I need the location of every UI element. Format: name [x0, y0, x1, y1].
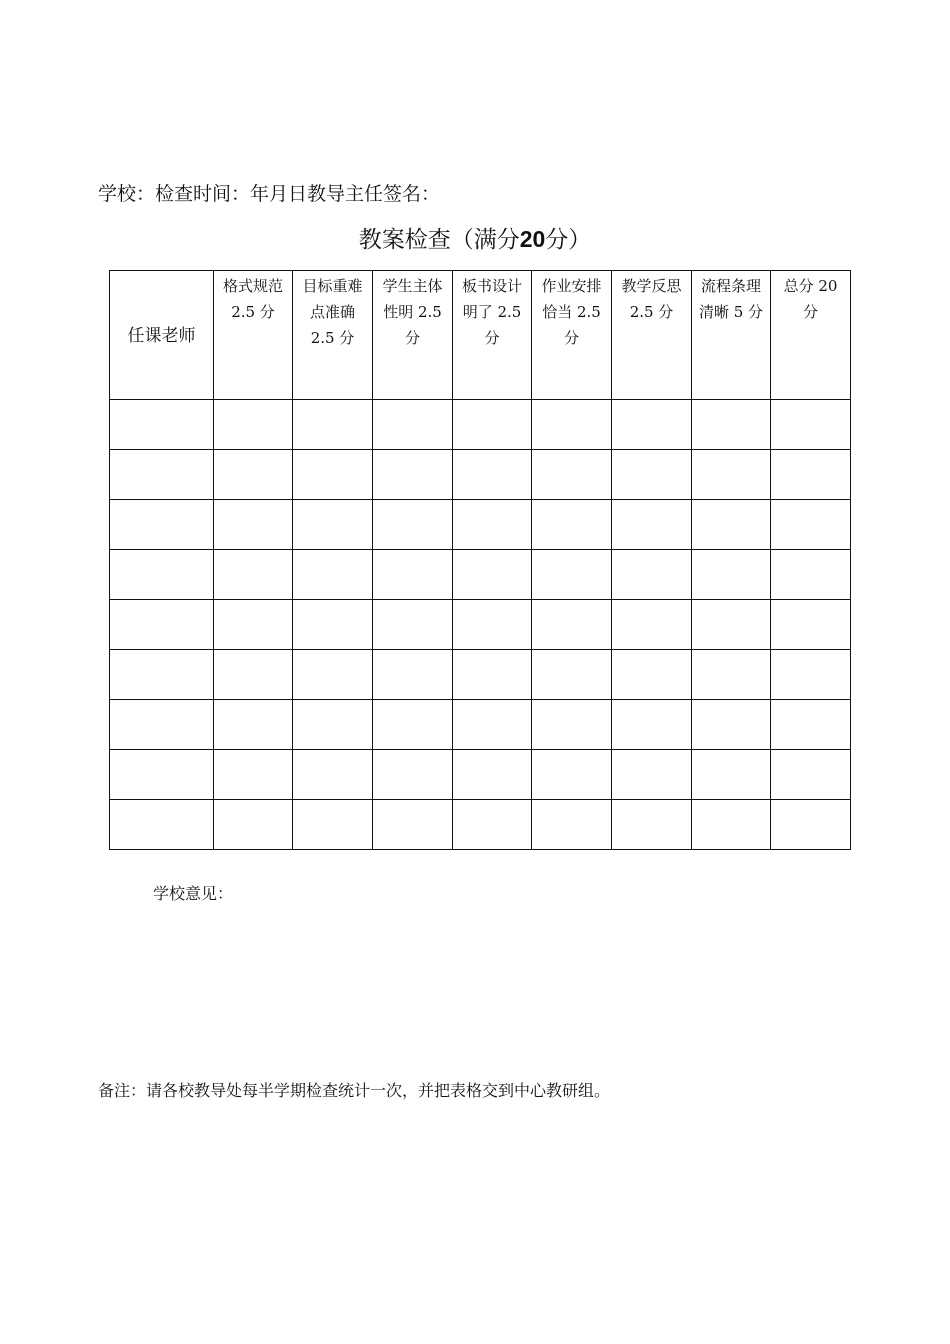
table-cell[interactable] [373, 600, 453, 650]
table-cell[interactable] [453, 450, 532, 500]
table-cell[interactable] [771, 550, 851, 600]
table-cell[interactable] [110, 500, 214, 550]
table-cell[interactable] [214, 700, 293, 750]
column-header-board-design: 板书设计明了 2.5 分 [453, 271, 532, 400]
table-cell[interactable] [110, 450, 214, 500]
table-row [110, 650, 851, 700]
remark-note: 备注：请各校教导处每半学期检查统计一次，并把表格交到中心教研组。 [98, 1081, 611, 1100]
table-cell[interactable] [110, 800, 214, 850]
table-cell[interactable] [692, 550, 771, 600]
column-header-total: 总分 20 分 [771, 271, 851, 400]
column-header-process: 流程条理清晰 5 分 [692, 271, 771, 400]
table-cell[interactable] [771, 650, 851, 700]
table-cell[interactable] [612, 800, 692, 850]
table-cell[interactable] [453, 600, 532, 650]
column-header-format: 格式规范 2.5 分 [214, 271, 293, 400]
table-cell[interactable] [293, 600, 373, 650]
table-cell[interactable] [373, 550, 453, 600]
table-cell[interactable] [110, 750, 214, 800]
table-cell[interactable] [453, 400, 532, 450]
table-cell[interactable] [612, 400, 692, 450]
table-cell[interactable] [453, 550, 532, 600]
title-suffix: 分） [545, 227, 592, 253]
school-opinion-label: 学校意见： [153, 884, 234, 903]
table-cell[interactable] [110, 550, 214, 600]
table-cell[interactable] [110, 650, 214, 700]
table-cell[interactable] [692, 700, 771, 750]
table-cell[interactable] [373, 650, 453, 700]
title-prefix: 教案检查（满分 [358, 227, 520, 253]
table-cell[interactable] [692, 500, 771, 550]
table-cell[interactable] [771, 500, 851, 550]
table-cell[interactable] [293, 450, 373, 500]
table-cell[interactable] [692, 650, 771, 700]
table-cell[interactable] [214, 750, 293, 800]
table-cell[interactable] [453, 500, 532, 550]
table-cell[interactable] [373, 750, 453, 800]
table-cell[interactable] [373, 800, 453, 850]
table-cell[interactable] [532, 500, 612, 550]
table-cell[interactable] [692, 800, 771, 850]
table-cell[interactable] [532, 800, 612, 850]
table-cell[interactable] [612, 600, 692, 650]
table-cell[interactable] [110, 700, 214, 750]
table-body [110, 400, 851, 850]
column-header-teacher: 任课老师 [110, 271, 214, 400]
table-cell[interactable] [612, 750, 692, 800]
table-cell[interactable] [612, 500, 692, 550]
column-header-homework: 作业安排恰当 2.5 分 [532, 271, 612, 400]
table-cell[interactable] [771, 400, 851, 450]
table-cell[interactable] [110, 600, 214, 650]
table-cell[interactable] [214, 550, 293, 600]
table-cell[interactable] [214, 400, 293, 450]
table-row [110, 550, 851, 600]
table-cell[interactable] [532, 550, 612, 600]
table-cell[interactable] [532, 650, 612, 700]
table-cell[interactable] [453, 750, 532, 800]
table-cell[interactable] [453, 800, 532, 850]
table-cell[interactable] [532, 700, 612, 750]
table-header-row [110, 271, 851, 400]
table-cell[interactable] [214, 500, 293, 550]
table-cell[interactable] [214, 450, 293, 500]
table-cell[interactable] [771, 450, 851, 500]
table-row [110, 800, 851, 850]
table-cell[interactable] [214, 650, 293, 700]
table-cell[interactable] [373, 500, 453, 550]
table-cell[interactable] [293, 700, 373, 750]
table-cell[interactable] [214, 800, 293, 850]
table-cell[interactable] [532, 400, 612, 450]
column-header-reflection: 教学反思 2.5 分 [612, 271, 692, 400]
table-cell[interactable] [214, 600, 293, 650]
table-row [110, 400, 851, 450]
table-cell[interactable] [293, 400, 373, 450]
table-cell[interactable] [612, 700, 692, 750]
table-cell[interactable] [692, 450, 771, 500]
table-row [110, 500, 851, 550]
table-row [110, 450, 851, 500]
table-cell[interactable] [692, 600, 771, 650]
table-cell[interactable] [771, 600, 851, 650]
table-row [110, 700, 851, 750]
table-cell[interactable] [293, 800, 373, 850]
table-cell[interactable] [532, 750, 612, 800]
table-cell[interactable] [373, 700, 453, 750]
table-cell[interactable] [110, 400, 214, 450]
table-cell[interactable] [373, 450, 453, 500]
header-line: 学校：检查时间：年月日教导主任签名： [98, 183, 441, 205]
page-title [0, 224, 950, 255]
table-cell[interactable] [771, 700, 851, 750]
table-cell[interactable] [692, 750, 771, 800]
title-score: 20 [519, 226, 546, 252]
table-cell[interactable] [612, 450, 692, 500]
column-header-objectives: 目标重难点准确 2.5 分 [293, 271, 373, 400]
table-cell[interactable] [373, 400, 453, 450]
table-cell[interactable] [293, 500, 373, 550]
lesson-plan-check-table [109, 270, 851, 850]
table-cell[interactable] [532, 600, 612, 650]
table-cell[interactable] [453, 650, 532, 700]
table-cell[interactable] [293, 550, 373, 600]
table-cell[interactable] [612, 550, 692, 600]
table-cell[interactable] [771, 750, 851, 800]
table-cell[interactable] [293, 650, 373, 700]
table-row [110, 600, 851, 650]
table-cell[interactable] [771, 800, 851, 850]
table-cell[interactable] [293, 750, 373, 800]
table-cell[interactable] [453, 700, 532, 750]
table-cell[interactable] [612, 650, 692, 700]
table-cell[interactable] [532, 450, 612, 500]
table-row [110, 750, 851, 800]
column-header-student-centered: 学生主体性明 2.5 分 [373, 271, 453, 400]
table-cell[interactable] [692, 400, 771, 450]
